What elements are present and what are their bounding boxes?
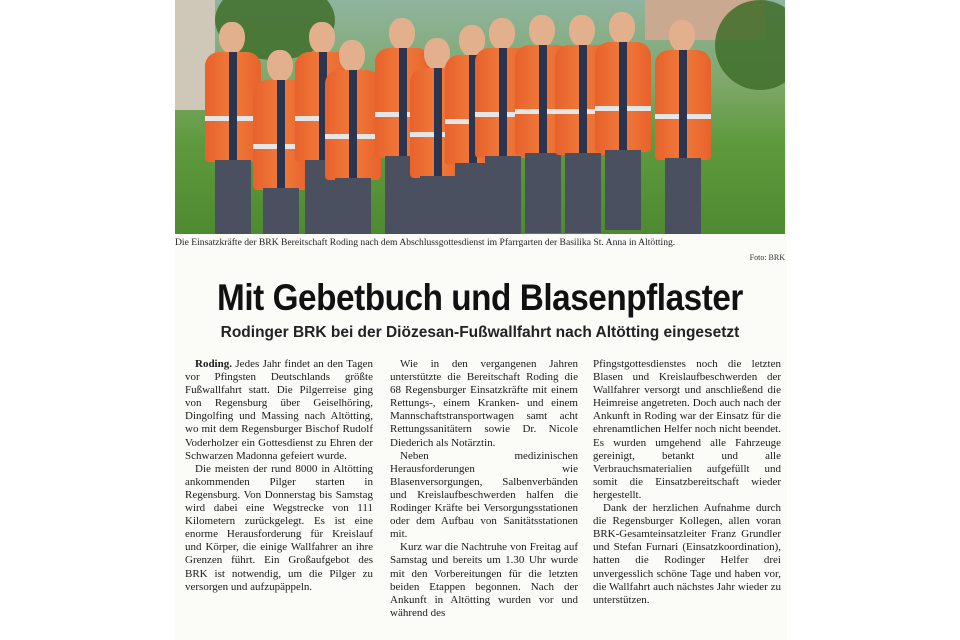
paragraph <box>390 450 578 542</box>
paragraph-text: Jedes Jahr findet an den Tagen vor Pfingsten Deutschlands größte Fußwallfahrt statt. Die Pilgerreise ging von Regensburg über Geiselhöring, Dingolfing und Massing nach Altötting, wo mit dem Regensburger Bischof Rudolf Voderholzer ein Gottesdienst zu Ehren der Schwarzen Madonna gefeiert wurde. <box>185 358 373 462</box>
paragraph-text: Die meisten der rund 8000 in Altötting ankommenden Pilger starten in Regensburg. Von Donnerstag bis Samstag wird dabei eine Wegstrecke von 111 Kilometern zurückgelegt. Es ist eine enorme Herausforderung für Kreislauf und Körper, die einige Wallfahrer an ihre Grenzen führt. Ein Großaufgebot des BRK ist notwendig, um die Pilger zu versorgen und aufzupäppeln. <box>185 462 373 593</box>
photo-credit: Foto: BRK <box>749 253 785 262</box>
headline: Mit Gebetbuch und Blasenpflaster <box>217 277 743 318</box>
paragraph-text: Neben medizinischen Herausforderungen wie Blasenversorgungen, Salbenverbänden und Kreislaufbeschwerden halfen die Rodinger Kräfte bei Versorgungsstationen oder dem Aufbau von Sanitätsstationen mit. <box>390 449 578 541</box>
article-column-2 <box>390 358 578 620</box>
paragraph <box>185 463 373 594</box>
paragraph <box>390 358 578 450</box>
paragraph-text: Dank der herzlichen Aufnahme durch die Regensburger Kollegen, allen voran BRK-Gesamteinsatzleiter Franz Grundler und Stefan Furnari (Einsatzkoordination), hatten die Rodinger Helfer drei unvergesslich schöne Tage und haben vor, die Wallfahrt auch nächstes Jahr wieder zu unterstützen. <box>593 502 781 606</box>
article-column-3 <box>593 358 781 607</box>
group-photo <box>175 0 785 234</box>
paragraph <box>593 502 781 607</box>
paragraph <box>390 541 578 620</box>
paragraph-text: Pfingstgottesdienstes noch die letzten Blasen und Kreislaufbeschwerden der Wallfahrer versorgt und anschließend die Heimreise angetreten. Doch auch nach der Ankunft in Roding war der Einsatz für die ehrenamtlichen Helfer noch nicht beendet. Es wurden umgehend alle Fahrzeuge gereinigt, betankt und alle Verbrauchsmaterialien aufgefüllt und somit die Einsatzbereitschaft wieder hergestellt. <box>593 358 781 501</box>
article-column-1 <box>185 358 373 594</box>
paragraph <box>185 358 373 463</box>
subheadline: Rodinger BRK bei der Diözesan-Fußwallfahrt nach Altötting eingesetzt <box>220 324 740 341</box>
paragraph-text: Kurz war die Nachtruhe von Freitag auf Samstag und bereits um 1.30 Uhr wurde mit den Vorbereitungen für die letzten beiden Etappen begonnen. Nach der Ankunft in Altötting wurden vor und während des <box>390 541 578 619</box>
paragraph <box>593 358 781 502</box>
photo-caption: Die Einsatzkräfte der BRK Bereitschaft Roding nach dem Abschlussgottesdienst im Pfarrgarten der Basilika St. Anna in Altötting. <box>175 237 676 248</box>
dateline: Roding. <box>195 358 232 370</box>
paragraph-text: Wie in den vergangenen Jahren unterstützte die Bereitschaft Roding die 68 Regensburger Einsatzkräfte mit einem Rettungs-, einem Kranken- und einem Mannschaftstransportwagen samt acht Rettungssanitätern sowie Dr. Nicole Diederich als Notärztin. <box>390 358 578 449</box>
newspaper-clipping <box>175 0 787 640</box>
